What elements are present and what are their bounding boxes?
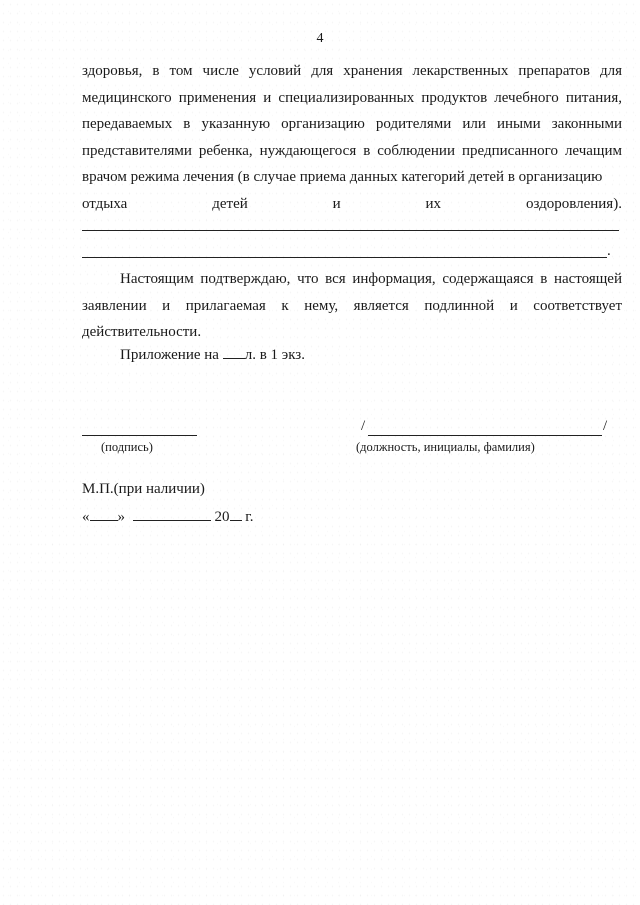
date-day-blank[interactable] [90,506,118,521]
position-caption: (должность, инициалы, фамилия) [356,440,535,454]
paragraph-confirmation: Настоящим подтверждаю, что вся информация, содержащаяся в настоящей заявлении и прилагаемая к нему, является подлинной и соответствует действительности. [82,271,622,340]
fill-in-line-1[interactable] [82,230,619,231]
date-line [82,506,253,526]
word-i: и [332,195,341,212]
paragraph-health-conditions [82,58,622,217]
stamp-label: М.П.(при наличии) [82,481,205,497]
attachment-prefix: Приложение на [120,347,219,363]
position-slash-right: / [603,418,608,434]
word-ikh: их [425,195,442,212]
date-year-suffix: г. [245,509,254,525]
word-detey: детей [212,195,248,212]
date-year-blank[interactable] [230,506,242,521]
date-close-quote: » [117,509,125,525]
position-slash-left: / [361,418,366,434]
paragraph-health-conditions-last-line [82,191,622,218]
date-year-prefix: 20 [214,509,230,525]
position-name-line[interactable] [368,435,602,436]
date-month-blank[interactable] [133,506,211,521]
fill-in-end-mark: . [607,243,611,259]
signature-caption: (подпись) [101,440,153,454]
fill-in-line-2[interactable] [82,257,607,258]
paragraph-health-conditions-text: здоровья, в том числе условий для хранения лекарственных препаратов для медицинского применения и специализированных продуктов лечебного питания, передаваемых в указанную организацию родителями или иными законными представителями ребенка, нуждающегося в соблюдении предписанного лечащим врачом режима лечения (в случае приема данных категорий детей в организацию [82,63,622,185]
date-open-quote: « [82,509,90,525]
word-otdykha: отдыха [82,195,128,212]
attachment-sheets-blank[interactable] [223,344,245,359]
attachment-suffix: л. в 1 экз. [244,347,305,363]
attachment-line [120,344,305,364]
signature-line[interactable] [82,435,197,436]
word-ozdorovleniya: оздоровления). [525,195,622,212]
page-number: 4 [316,31,324,46]
